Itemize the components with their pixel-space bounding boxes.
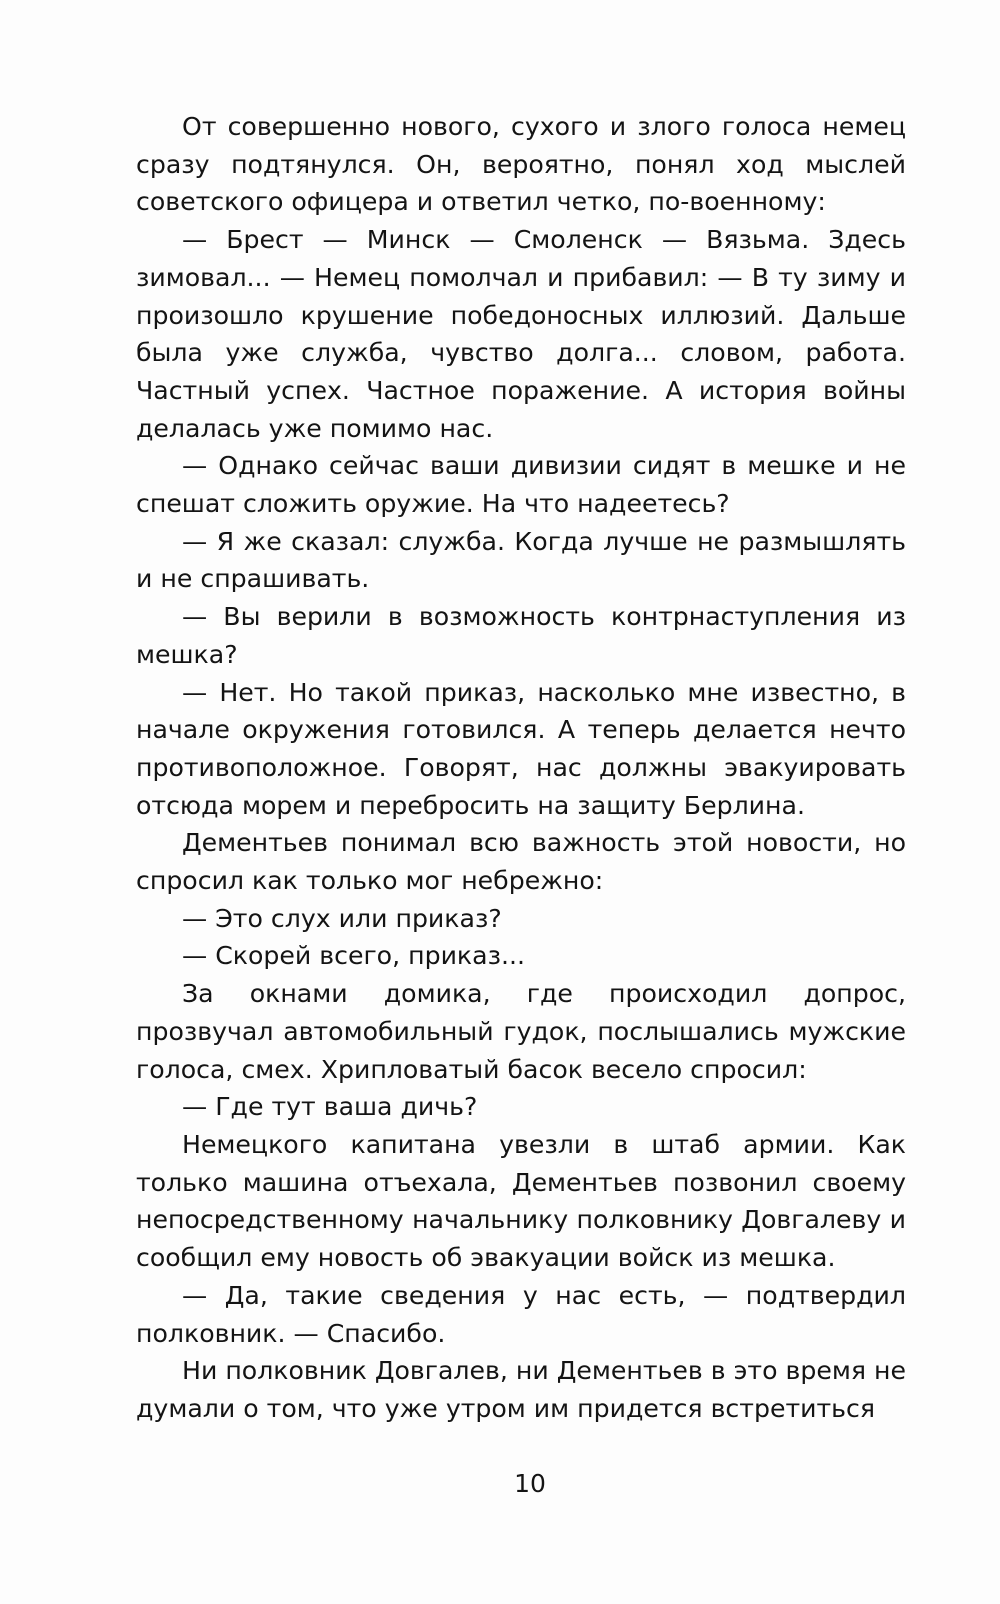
paragraph: За окнами домика, где происходил допрос, прозвучал автомобильный гудок, послышались мужские голоса, смех. Хрипловатый басок весело спросил: <box>136 979 906 1084</box>
paragraph: — Вы верили в возможность контрнаступления из мешка? <box>136 602 906 669</box>
paragraph: — Это слух или приказ? <box>182 903 502 933</box>
paragraph: Дементьев понимал всю важность этой новости, но спросил как только мог небрежно: <box>136 828 906 896</box>
page-number: 10 <box>514 1469 546 1498</box>
paragraph: — Где тут ваша дичь? <box>182 1092 478 1122</box>
paragraph: — Однако сейчас ваши дивизии сидят в мешке и не спешат сложить оружие. На что надеетесь? <box>136 451 906 519</box>
paragraph: Ни полковник Довгалев, ни Дементьев в это время не думали о том, что уже утром им придется встретиться <box>136 1356 906 1423</box>
paragraph: — Я же сказал: служба. Когда лучше не размышлять и не спрашивать. <box>136 526 906 594</box>
paragraph: Немецкого капитана увезли в штаб армии. Как только машина отъехала, Дементьев позвонил своему непосредственному начальнику полковнику Довгалеву и сообщил ему новость об эвакуации войск из мешка. <box>136 1129 906 1273</box>
paragraph: — Да, такие сведения у нас есть, — подтвердил полковник. — Спасибо. <box>136 1280 906 1348</box>
paragraph: — Брест — Минск — Смоленск — Вязьма. Здесь зимовал... — Немец помолчал и прибавил: — В ту зиму и произошло крушение победоносных иллюзий. Дальше была уже служба, чувство долга... словом, работа. Частный успех. Частное поражение. А история войны делалась уже помимо нас. <box>136 225 906 443</box>
body-text <box>136 108 906 1428</box>
paragraph: — Нет. Но такой приказ, насколько мне известно, в начале окружения готовился. А теперь делается нечто противоположное. Говорят, нас должны эвакуировать отсюда морем и перебросить на защиту Берлина. <box>136 677 906 820</box>
paragraph: — Скорей всего, приказ... <box>182 941 525 971</box>
paragraph: От совершенно нового, сухого и злого голоса немец сразу подтянулся. Он, вероятно, понял ход мыслей советского офицера и ответил четко, по-военному: <box>136 112 906 217</box>
